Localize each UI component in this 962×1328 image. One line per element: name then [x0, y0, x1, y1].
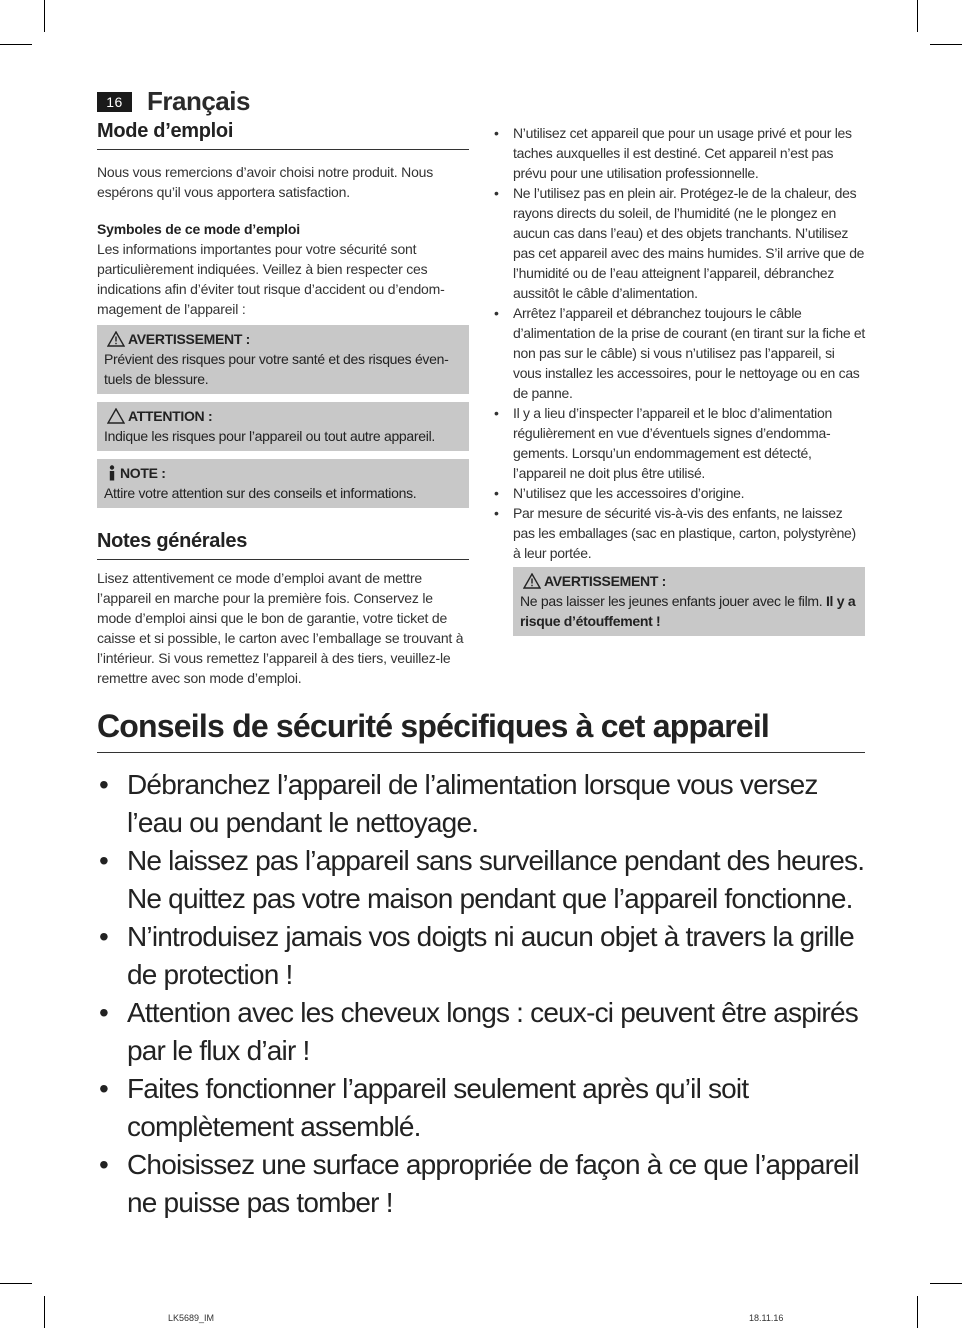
conseils-title: Conseils de sécurité spécifiques à cet appareil — [97, 706, 865, 753]
attention-box — [97, 402, 469, 451]
list-item: • Ne l’utilisez pas en plein air. Protégez-le de la chaleur, des rayons directs du soleil, de l’humidité (ne le plongez en aucun cas dans l’eau) et des objets tranchants. N’utilisez pas cet appareil avec des mains humides. S’il arrive que de l’humidité ou de l’eau atteignent l’appareil, débranchez aussitôt le câble d’alimentation. — [492, 183, 865, 303]
list-item: • Débranchez l’appareil de l’alimentation lorsque vous versez l’eau ou pendant le nettoyage. — [97, 766, 867, 842]
crop-mark — [44, 1296, 45, 1328]
intro-text: Nous vous remercions d’avoir choisi notre produit. Nous espérons qu’il vous apportera satisfaction. — [97, 164, 434, 200]
list-item: • Arrêtez l’appareil et débranchez toujours le câble d’alimentation de la prise de courant (en tirant sur la fiche et non pas sur le câble) si vous n’utilisez pas l’appareil, si vous installez les accessoires, pour le nettoyage ou en cas de panne. — [492, 303, 865, 403]
safety-list — [492, 123, 865, 563]
attention-text: Indique les risques pour l’appareil ou tout autre appareil. — [104, 428, 435, 444]
note-text: Attire votre attention sur des conseils et informations. — [104, 485, 417, 501]
crop-mark — [0, 1283, 32, 1284]
crop-mark — [930, 44, 962, 45]
list-item: • Ne laissez pas l’appareil sans surveillance pendant des heures. Ne quittez pas votre maison pendant que l’appareil fonctionne. — [97, 842, 867, 918]
list-item: • N’introduisez jamais vos doigts ni aucun objet à travers la grille de protection ! — [97, 918, 867, 994]
child-warning-box — [513, 567, 865, 636]
list-item: • Par mesure de sécurité vis-à-vis des enfants, ne laissez pas les emballages (sac en plastique, carton, polystyrène) à leur portée. — [492, 503, 865, 563]
list-item: • Choisissez une surface appropriée de façon à ce que l’appareil ne puisse pas tomber ! — [97, 1146, 867, 1222]
warning-text: Prévient des risques pour votre santé et des risques éventuels de blessure. — [104, 351, 449, 387]
crop-mark — [0, 44, 32, 45]
child-warning-label: AVERTISSEMENT : — [544, 573, 667, 589]
info-icon — [104, 465, 120, 481]
right-column — [492, 123, 865, 636]
language-heading: Français — [147, 86, 250, 116]
symbols-text: Les informations importantes pour votre sécurité sont particulièrement indiquées. Veillez à bien respecter ces indications afin d’éviter tout risque d’accident ou d’endommagement de l’appareil : — [97, 241, 445, 317]
warning-triangle-icon — [520, 573, 544, 589]
left-column — [97, 120, 469, 688]
crop-mark — [44, 0, 45, 32]
symbols-title: Symboles de ce mode d’emploi — [97, 221, 300, 237]
footer-date: 18.11.16 — [749, 1313, 784, 1323]
warning-label: AVERTISSEMENT : — [128, 331, 251, 347]
notes-generales-text: Lisez attentivement ce mode d’emploi avant de mettre l’appareil en marche pour la première fois. Conservez le mode d’emploi ainsi que le bon de garantie, votre ticket de caisse et si possible, le carton avec l’emballage se trouvant à l’intérieur. Si vous remettez l’appareil à des tiers, veuillez-le remettre avec son mode d’emploi. — [97, 570, 464, 686]
list-item: • Attention avec les cheveux longs : ceux-ci peuvent être aspirés par le flux d’air ! — [97, 994, 867, 1070]
child-warning-text — [520, 591, 858, 631]
child-warning-bold: Il y a risque d’étouffement ! — [520, 593, 856, 629]
crop-mark — [930, 1283, 962, 1284]
note-label: NOTE : — [120, 465, 166, 481]
note-box — [97, 459, 469, 508]
attention-label: ATTENTION : — [128, 408, 213, 424]
list-item: • Il y a lieu d’inspecter l’appareil et le bloc d’alimentation régulièrement en vue d’éventuels signes d’endommagements. Lorsqu’un endommagement est détecté, l’appareil ne doit plus être utilisé. — [492, 403, 865, 483]
footer-file-id: LK5689_IM — [168, 1313, 215, 1323]
warning-triangle-icon — [104, 408, 128, 424]
list-item: • N’utilisez que les accessoires d’origine. — [492, 483, 865, 503]
child-warning-normal: Ne pas laisser les jeunes enfants jouer avec le film. — [520, 593, 826, 609]
crop-mark — [917, 1296, 918, 1328]
warning-triangle-icon — [104, 331, 128, 347]
crop-mark — [917, 0, 918, 32]
mode-emploi-title: Mode d’emploi — [97, 120, 469, 150]
list-item: • N’utilisez cet appareil que pour un usage privé et pour les taches auxquelles il est destiné. Cet appareil n’est pas prévu pour une utilisation professionnelle. — [492, 123, 865, 183]
notes-generales-title: Notes générales — [97, 530, 469, 560]
list-item: • Faites fonctionner l’appareil seulement après qu’il soit complètement assemblé. — [97, 1070, 867, 1146]
conseils-list — [97, 766, 867, 1222]
warning-box — [97, 325, 469, 394]
page-number: 16 — [97, 92, 132, 112]
